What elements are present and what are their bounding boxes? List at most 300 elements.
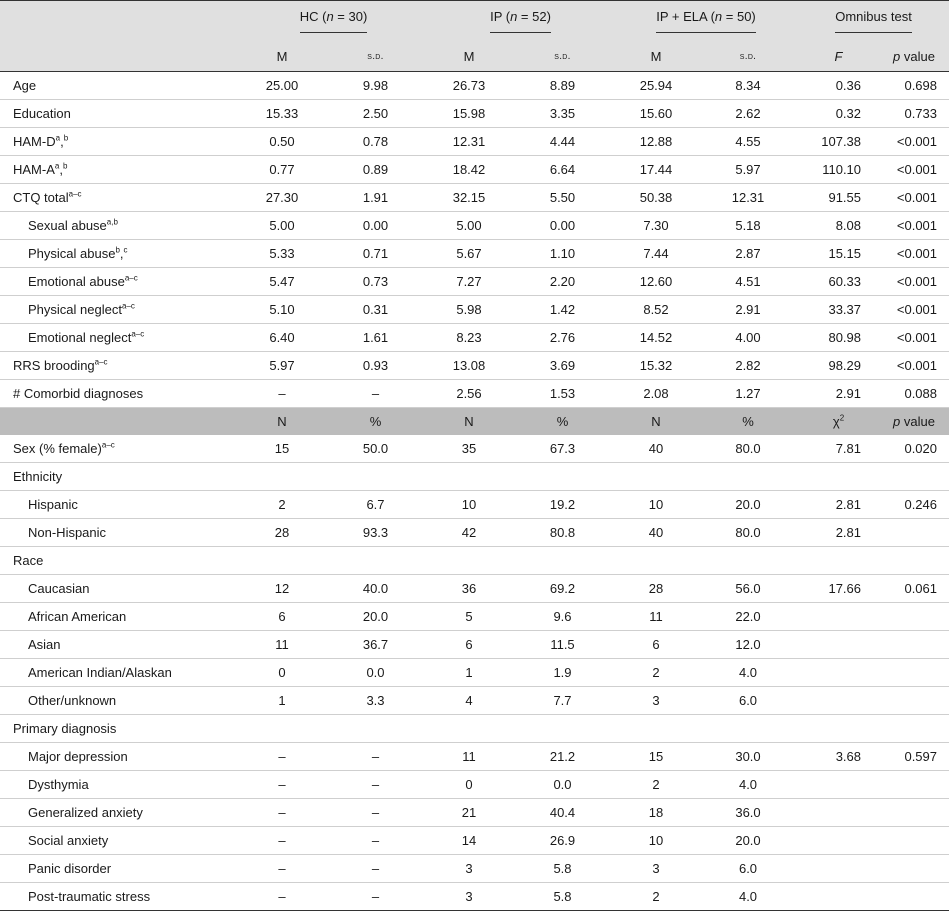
table-cell (240, 547, 324, 575)
table-cell: 5.98 (427, 296, 511, 324)
table-cell: 21.2 (511, 743, 614, 771)
table-row (0, 715, 949, 743)
row-label: Physical abuse$^b$,$^c$ (0, 240, 240, 268)
table-cell: 5 (427, 603, 511, 631)
table-cell: 4.44 (511, 128, 614, 156)
table-row (0, 771, 949, 799)
table-cell (879, 827, 949, 855)
table-cell (798, 799, 879, 827)
table-cell (698, 463, 798, 491)
table-cell: 80.0 (698, 519, 798, 547)
table-cell: <0.001 (879, 352, 949, 380)
table-cell: 7.44 (614, 240, 698, 268)
table-cell: – (324, 380, 427, 408)
table-cell (798, 771, 879, 799)
group-header-ip: IP (n = 52) (427, 1, 614, 42)
table-cell: 1 (240, 687, 324, 715)
table-cell: 0.020 (879, 435, 949, 463)
col-ip-n: N (427, 408, 511, 436)
table-cell (511, 715, 614, 743)
row-label: Asian (0, 631, 240, 659)
table-cell: 25.94 (614, 72, 698, 100)
row-label: American Indian/Alaskan (0, 659, 240, 687)
table-cell: 15 (614, 743, 698, 771)
table-cell: 2 (614, 771, 698, 799)
row-label: Ethnicity (0, 463, 240, 491)
table-cell (879, 855, 949, 883)
table-cell (879, 547, 949, 575)
table-cell: 0.0 (324, 659, 427, 687)
row-label: Education (0, 100, 240, 128)
table-cell: <0.001 (879, 324, 949, 352)
table-cell (798, 687, 879, 715)
col-ip-m: M (427, 41, 511, 72)
col-ipela-m: M (614, 41, 698, 72)
table-cell (798, 855, 879, 883)
table-cell (879, 519, 949, 547)
table-cell (324, 547, 427, 575)
categorical-subheader-section (0, 408, 949, 436)
table-cell: 9.98 (324, 72, 427, 100)
table-cell: 19.2 (511, 491, 614, 519)
table-cell: 6.7 (324, 491, 427, 519)
table-row (0, 100, 949, 128)
table-row (0, 463, 949, 491)
table-cell: 0.89 (324, 156, 427, 184)
table-cell (879, 463, 949, 491)
table-cell: 0.71 (324, 240, 427, 268)
table-cell (324, 715, 427, 743)
row-label: Race (0, 547, 240, 575)
row-label: Primary diagnosis (0, 715, 240, 743)
row-label: HAM-$D^a,^b$ (0, 128, 240, 156)
table-cell: 5.10 (240, 296, 324, 324)
table-cell: 1.91 (324, 184, 427, 212)
table-row (0, 380, 949, 408)
col-p-value-2: p value (879, 408, 949, 436)
table-cell: 6.0 (698, 855, 798, 883)
table-row (0, 799, 949, 827)
table-cell: 0.93 (324, 352, 427, 380)
table-cell: 0.31 (324, 296, 427, 324)
table-cell: 35 (427, 435, 511, 463)
table-row (0, 184, 949, 212)
row-label: Major depression (0, 743, 240, 771)
table-cell: 36.0 (698, 799, 798, 827)
table-cell (798, 715, 879, 743)
row-label: Physical neglect$^{a-c}$ (0, 296, 240, 324)
table-cell: 4.00 (698, 324, 798, 352)
table-cell: – (240, 743, 324, 771)
table-cell (798, 547, 879, 575)
table-cell (879, 799, 949, 827)
table-cell: 6.64 (511, 156, 614, 184)
table-cell: 10 (427, 491, 511, 519)
table-cell: 5.47 (240, 268, 324, 296)
table-cell: 40.0 (324, 575, 427, 603)
table-cell: 15.60 (614, 100, 698, 128)
table-cell (798, 659, 879, 687)
table-cell: 26.73 (427, 72, 511, 100)
table-cell (427, 463, 511, 491)
group-header-row (0, 1, 949, 42)
group-header-ip-ela: IP + ELA (n = 50) (614, 1, 798, 42)
table-cell (427, 715, 511, 743)
row-label: Generalized anxiety (0, 799, 240, 827)
table-row (0, 240, 949, 268)
row-label: # Comorbid diagnoses (0, 380, 240, 408)
table-cell: 1.27 (698, 380, 798, 408)
table-cell: 7.81 (798, 435, 879, 463)
row-label: Panic disorder (0, 855, 240, 883)
table-cell: 7.7 (511, 687, 614, 715)
table-cell: – (240, 883, 324, 911)
group-header-omnibus: Omnibus test (798, 1, 949, 42)
table-row (0, 603, 949, 631)
table-cell: 40.4 (511, 799, 614, 827)
table-cell: – (324, 855, 427, 883)
table-cell: 0.698 (879, 72, 949, 100)
row-label: Age (0, 72, 240, 100)
table-cell: 15.32 (614, 352, 698, 380)
table-row (0, 72, 949, 100)
table-cell (879, 687, 949, 715)
table-cell (614, 547, 698, 575)
table-cell: 0.78 (324, 128, 427, 156)
table-cell: 40 (614, 435, 698, 463)
group-header-hc: HC (n = 30) (240, 1, 427, 42)
table-cell: 2.62 (698, 100, 798, 128)
table-cell: 2.20 (511, 268, 614, 296)
row-label: Sex (% female)$^{a-c}$ (0, 435, 240, 463)
table-cell: 8.52 (614, 296, 698, 324)
table-cell: 12.0 (698, 631, 798, 659)
table-cell: 17.44 (614, 156, 698, 184)
table-cell: 42 (427, 519, 511, 547)
table-cell: 1.61 (324, 324, 427, 352)
table-cell: – (240, 827, 324, 855)
table-row (0, 324, 949, 352)
table-cell: 3 (427, 855, 511, 883)
table-cell: 6 (427, 631, 511, 659)
row-label: CTQ total$^{a-c}$ (0, 184, 240, 212)
table-cell (614, 715, 698, 743)
table-cell: – (240, 799, 324, 827)
table-cell: 22.0 (698, 603, 798, 631)
table-cell: 80.8 (511, 519, 614, 547)
row-label: Caucasian (0, 575, 240, 603)
table-cell: <0.001 (879, 212, 949, 240)
table-cell: 36 (427, 575, 511, 603)
table-cell: – (324, 771, 427, 799)
table-cell: 2.76 (511, 324, 614, 352)
table-cell: 20.0 (698, 491, 798, 519)
table-cell (798, 463, 879, 491)
table-cell (240, 715, 324, 743)
table-cell: 40 (614, 519, 698, 547)
table-cell: 5.97 (698, 156, 798, 184)
table-cell: 12.31 (427, 128, 511, 156)
table-cell: 10 (614, 827, 698, 855)
table-row (0, 268, 949, 296)
table-row (0, 128, 949, 156)
table-cell (879, 771, 949, 799)
col-ipela-sd: s.d. (698, 41, 798, 72)
table-row (0, 631, 949, 659)
table-row (0, 883, 949, 911)
col-ipela-n: N (614, 408, 698, 436)
col-f: F (798, 41, 879, 72)
table-cell (698, 547, 798, 575)
col-hc-m: M (240, 41, 324, 72)
continuous-section (0, 72, 949, 408)
table-cell: 4 (427, 687, 511, 715)
table-cell: 0.088 (879, 380, 949, 408)
table-cell: 8.08 (798, 212, 879, 240)
table-cell: 5.97 (240, 352, 324, 380)
table-cell: 0.246 (879, 491, 949, 519)
table-cell: 2.87 (698, 240, 798, 268)
table-cell: 5.18 (698, 212, 798, 240)
table-cell (698, 715, 798, 743)
table-cell: <0.001 (879, 128, 949, 156)
table-cell: 3.3 (324, 687, 427, 715)
table-cell: 2 (614, 883, 698, 911)
row-label: Post-traumatic stress (0, 883, 240, 911)
table-cell: 11 (614, 603, 698, 631)
table-cell: – (240, 771, 324, 799)
table-cell: 7.30 (614, 212, 698, 240)
table-cell: 3.68 (798, 743, 879, 771)
table-cell: 2.82 (698, 352, 798, 380)
table-cell: 6.0 (698, 687, 798, 715)
table-cell: 0.77 (240, 156, 324, 184)
table-cell: 1.53 (511, 380, 614, 408)
table-cell: 5.50 (511, 184, 614, 212)
table-cell: 15 (240, 435, 324, 463)
table-cell: 4.0 (698, 883, 798, 911)
table-cell (511, 547, 614, 575)
table-cell: 50.0 (324, 435, 427, 463)
table-cell: 6 (240, 603, 324, 631)
table-cell: 15.15 (798, 240, 879, 268)
table-cell (798, 883, 879, 911)
table-cell: 12.60 (614, 268, 698, 296)
table-cell: 2.50 (324, 100, 427, 128)
table-cell: 0.00 (324, 212, 427, 240)
table-cell: 3 (427, 883, 511, 911)
table-cell: 6.40 (240, 324, 324, 352)
row-label: Non-Hispanic (0, 519, 240, 547)
row-label: Emotional neglect$^{a-c}$ (0, 324, 240, 352)
table-cell: 4.51 (698, 268, 798, 296)
table-cell: – (324, 827, 427, 855)
table-cell: 1 (427, 659, 511, 687)
table-row (0, 743, 949, 771)
table-cell (427, 547, 511, 575)
row-label: Social anxiety (0, 827, 240, 855)
col-hc-pct: % (324, 408, 427, 436)
table-cell (798, 827, 879, 855)
table-cell: 3.35 (511, 100, 614, 128)
table-cell: 2.91 (698, 296, 798, 324)
table-cell: 0.32 (798, 100, 879, 128)
table-row (0, 491, 949, 519)
table-cell: 69.2 (511, 575, 614, 603)
col-hc-sd: s.d. (324, 41, 427, 72)
col-chi-square: $\chi^2$ (798, 408, 879, 436)
table-cell (879, 883, 949, 911)
table-cell: 98.29 (798, 352, 879, 380)
table-cell: 3 (614, 855, 698, 883)
table-cell: 107.38 (798, 128, 879, 156)
table-row (0, 687, 949, 715)
table-row (0, 519, 949, 547)
table-cell: 2.08 (614, 380, 698, 408)
table-cell: 12.88 (614, 128, 698, 156)
table-cell: 56.0 (698, 575, 798, 603)
table-cell: 6 (614, 631, 698, 659)
table-cell: 26.9 (511, 827, 614, 855)
table-cell: 2.91 (798, 380, 879, 408)
row-label: Emotional abuse$^{a-c}$ (0, 268, 240, 296)
table-row (0, 296, 949, 324)
table-cell: 60.33 (798, 268, 879, 296)
table-cell: 0.061 (879, 575, 949, 603)
table-cell: 5.00 (240, 212, 324, 240)
table-cell: 0.597 (879, 743, 949, 771)
table-row (0, 435, 949, 463)
row-label: HAM-$A^a,^b$ (0, 156, 240, 184)
table-cell: 10 (614, 491, 698, 519)
table-cell: <0.001 (879, 296, 949, 324)
table-cell: 1.10 (511, 240, 614, 268)
table-cell: 27.30 (240, 184, 324, 212)
table-cell: 2.56 (427, 380, 511, 408)
categorical-section (0, 435, 949, 911)
table-cell: 33.37 (798, 296, 879, 324)
table-cell: 18.42 (427, 156, 511, 184)
row-label: Hispanic (0, 491, 240, 519)
table-row (0, 575, 949, 603)
table-cell: 80.0 (698, 435, 798, 463)
table-cell: 25.00 (240, 72, 324, 100)
table-cell (614, 463, 698, 491)
table-cell: 15.33 (240, 100, 324, 128)
table-row (0, 547, 949, 575)
table-cell: 8.23 (427, 324, 511, 352)
table-cell (879, 659, 949, 687)
table-row (0, 156, 949, 184)
table-cell (879, 631, 949, 659)
table-cell: 0.00 (511, 212, 614, 240)
table-cell: 5.33 (240, 240, 324, 268)
table-cell: 110.10 (798, 156, 879, 184)
table-cell: 14 (427, 827, 511, 855)
table-cell: – (240, 855, 324, 883)
table-cell: 80.98 (798, 324, 879, 352)
table-cell: 5.00 (427, 212, 511, 240)
table-cell: 2 (614, 659, 698, 687)
table-cell: 67.3 (511, 435, 614, 463)
table-cell: 1.9 (511, 659, 614, 687)
table-cell: 11 (427, 743, 511, 771)
table-cell: 4.0 (698, 659, 798, 687)
row-label: RRS brooding$^{a-c}$ (0, 352, 240, 380)
table-cell (879, 603, 949, 631)
table-cell: 91.55 (798, 184, 879, 212)
table-cell: 17.66 (798, 575, 879, 603)
table-cell: – (324, 883, 427, 911)
table-cell: 15.98 (427, 100, 511, 128)
table-cell: – (324, 799, 427, 827)
table-cell: 18 (614, 799, 698, 827)
table-cell: 13.08 (427, 352, 511, 380)
table-cell: 3 (614, 687, 698, 715)
table-cell: – (324, 743, 427, 771)
row-label: African American (0, 603, 240, 631)
table-cell: 3.69 (511, 352, 614, 380)
table-cell: 2.81 (798, 491, 879, 519)
table-cell: 5.67 (427, 240, 511, 268)
table-cell: 0.0 (511, 771, 614, 799)
table-cell: – (240, 380, 324, 408)
table-cell: 8.34 (698, 72, 798, 100)
table-cell: 12 (240, 575, 324, 603)
table-cell (240, 463, 324, 491)
table-cell: 0.733 (879, 100, 949, 128)
categorical-subheader-row (0, 408, 949, 436)
row-label: Dysthymia (0, 771, 240, 799)
table-cell: 28 (240, 519, 324, 547)
table-cell: 20.0 (698, 827, 798, 855)
subcolumn-header-row (0, 41, 949, 72)
table-cell: 2 (240, 491, 324, 519)
table-cell: 5.8 (511, 883, 614, 911)
table-cell: <0.001 (879, 184, 949, 212)
row-label: Sexual abuse$^{a,b}$ (0, 212, 240, 240)
table-row (0, 855, 949, 883)
table-cell: 11.5 (511, 631, 614, 659)
table-cell: 11 (240, 631, 324, 659)
table-cell: <0.001 (879, 268, 949, 296)
row-label: Other/unknown (0, 687, 240, 715)
table-cell: 0.50 (240, 128, 324, 156)
table-cell (324, 463, 427, 491)
table-row (0, 212, 949, 240)
table-cell: 0 (240, 659, 324, 687)
table-cell: 14.52 (614, 324, 698, 352)
table-cell: 30.0 (698, 743, 798, 771)
col-ip-sd: s.d. (511, 41, 614, 72)
table-cell: 2.81 (798, 519, 879, 547)
table-row (0, 659, 949, 687)
table-row (0, 352, 949, 380)
table-cell: 0 (427, 771, 511, 799)
col-hc-n: N (240, 408, 324, 436)
table-cell: 9.6 (511, 603, 614, 631)
table-cell: 28 (614, 575, 698, 603)
table-cell: 20.0 (324, 603, 427, 631)
table-cell (798, 631, 879, 659)
table-cell (511, 463, 614, 491)
table-cell: 5.8 (511, 855, 614, 883)
col-ipela-pct: % (698, 408, 798, 436)
table-cell: 32.15 (427, 184, 511, 212)
table-cell: 93.3 (324, 519, 427, 547)
table-cell (798, 603, 879, 631)
table-cell: 1.42 (511, 296, 614, 324)
